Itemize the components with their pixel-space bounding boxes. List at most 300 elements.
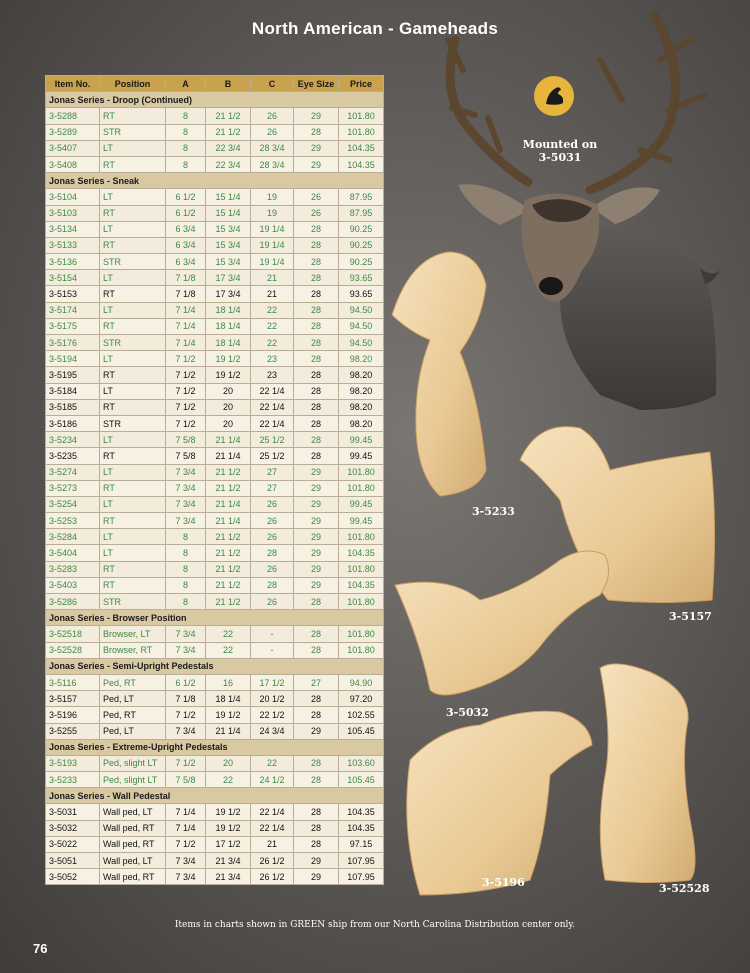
cell-eye-size: 28 bbox=[294, 399, 339, 415]
caption-3-5157: 3-5157 bbox=[669, 610, 712, 623]
cell-price: 98.20 bbox=[339, 351, 384, 367]
cell-position: RT bbox=[100, 367, 166, 383]
mounted-on-label: Mounted on bbox=[522, 138, 598, 151]
cell-price: 104.35 bbox=[339, 820, 384, 836]
cell-position: STR bbox=[100, 124, 166, 140]
cell-eye-size: 29 bbox=[294, 464, 339, 480]
cell-c: 26 1/2 bbox=[251, 853, 294, 869]
cell-position: RT bbox=[100, 513, 166, 529]
cell-item-no: 3-5253 bbox=[46, 513, 100, 529]
cell-b: 21 1/4 bbox=[206, 496, 251, 512]
cell-a: 8 bbox=[166, 108, 206, 124]
cell-position: Wall ped, RT bbox=[100, 836, 166, 852]
cell-position: LT bbox=[100, 496, 166, 512]
cell-price: 104.35 bbox=[339, 156, 384, 172]
cell-price: 101.80 bbox=[339, 561, 384, 577]
cell-item-no: 3-5255 bbox=[46, 723, 100, 739]
cell-b: 21 1/2 bbox=[206, 464, 251, 480]
cell-position: Browser, LT bbox=[100, 626, 166, 642]
cell-b: 22 3/4 bbox=[206, 156, 251, 172]
cell-a: 8 bbox=[166, 529, 206, 545]
cell-c: 19 bbox=[251, 205, 294, 221]
cell-c: 22 bbox=[251, 302, 294, 318]
cell-b: 20 bbox=[206, 383, 251, 399]
cell-item-no: 3-5175 bbox=[46, 318, 100, 334]
cell-a: 8 bbox=[166, 140, 206, 156]
cell-price: 104.35 bbox=[339, 804, 384, 820]
shipping-footnote: Items in charts shown in GREEN ship from our North Carolina Distribution center only. bbox=[174, 920, 576, 930]
cell-c: 22 1/4 bbox=[251, 804, 294, 820]
cell-eye-size: 28 bbox=[294, 351, 339, 367]
cell-c: 22 1/2 bbox=[251, 707, 294, 723]
cell-position: LT bbox=[100, 545, 166, 561]
cell-eye-size: 28 bbox=[294, 691, 339, 707]
cell-b: 22 bbox=[206, 626, 251, 642]
cell-position: LT bbox=[100, 189, 166, 205]
cell-b: 19 1/2 bbox=[206, 804, 251, 820]
cell-item-no: 3-5157 bbox=[46, 691, 100, 707]
cell-c: 24 3/4 bbox=[251, 723, 294, 739]
cell-item-no: 3-5116 bbox=[46, 674, 100, 690]
cell-item-no: 3-5404 bbox=[46, 545, 100, 561]
cell-item-no: 3-5154 bbox=[46, 270, 100, 286]
cell-position: RT bbox=[100, 399, 166, 415]
cell-item-no: 3-5289 bbox=[46, 124, 100, 140]
cell-item-no: 3-5052 bbox=[46, 869, 100, 885]
cell-eye-size: 28 bbox=[294, 302, 339, 318]
cell-item-no: 3-5022 bbox=[46, 836, 100, 852]
cell-eye-size: 28 bbox=[294, 270, 339, 286]
cell-b: 15 1/4 bbox=[206, 205, 251, 221]
cell-a: 7 1/2 bbox=[166, 367, 206, 383]
cell-eye-size: 28 bbox=[294, 448, 339, 464]
cell-price: 94.90 bbox=[339, 674, 384, 690]
cell-position: LT bbox=[100, 221, 166, 237]
cell-price: 104.35 bbox=[339, 545, 384, 561]
cell-b: 18 1/4 bbox=[206, 335, 251, 351]
cell-position: RT bbox=[100, 577, 166, 593]
cell-a: 7 1/2 bbox=[166, 755, 206, 771]
col-header-position: Position bbox=[100, 76, 166, 92]
cell-price: 103.60 bbox=[339, 755, 384, 771]
cell-eye-size: 28 bbox=[294, 755, 339, 771]
cell-eye-size: 29 bbox=[294, 577, 339, 593]
cell-a: 7 1/2 bbox=[166, 415, 206, 431]
cell-a: 7 1/4 bbox=[166, 804, 206, 820]
section-title: Jonas Series - Droop (Continued) bbox=[46, 92, 384, 108]
cell-item-no: 3-5031 bbox=[46, 804, 100, 820]
cell-c: 22 1/4 bbox=[251, 820, 294, 836]
cell-c: 25 1/2 bbox=[251, 448, 294, 464]
cell-b: 21 1/4 bbox=[206, 448, 251, 464]
cell-eye-size: 28 bbox=[294, 836, 339, 852]
cell-price: 93.65 bbox=[339, 286, 384, 302]
cell-a: 7 5/8 bbox=[166, 772, 206, 788]
cell-a: 7 1/4 bbox=[166, 335, 206, 351]
cell-eye-size: 29 bbox=[294, 496, 339, 512]
cell-price: 101.80 bbox=[339, 480, 384, 496]
cell-c: 26 bbox=[251, 594, 294, 610]
cell-a: 7 1/2 bbox=[166, 836, 206, 852]
cell-eye-size: 29 bbox=[294, 561, 339, 577]
cell-item-no: 3-5254 bbox=[46, 496, 100, 512]
cell-c: 23 bbox=[251, 367, 294, 383]
cell-eye-size: 28 bbox=[294, 383, 339, 399]
section-title: Jonas Series - Semi-Upright Pedestals bbox=[46, 658, 384, 674]
cell-position: RT bbox=[100, 318, 166, 334]
cell-c: 28 bbox=[251, 545, 294, 561]
cell-item-no: 3-5136 bbox=[46, 254, 100, 270]
cell-position: STR bbox=[100, 335, 166, 351]
cell-position: RT bbox=[100, 108, 166, 124]
section-title: Jonas Series - Sneak bbox=[46, 173, 384, 189]
cell-a: 8 bbox=[166, 561, 206, 577]
cell-b: 15 3/4 bbox=[206, 254, 251, 270]
cell-b: 20 bbox=[206, 755, 251, 771]
cell-eye-size: 28 bbox=[294, 626, 339, 642]
cell-item-no: 3-5153 bbox=[46, 286, 100, 302]
cell-price: 104.35 bbox=[339, 577, 384, 593]
cell-c: 19 1/4 bbox=[251, 237, 294, 253]
cell-b: 18 1/4 bbox=[206, 691, 251, 707]
mounted-on-caption bbox=[510, 138, 610, 164]
cell-c: 28 3/4 bbox=[251, 140, 294, 156]
cell-c: 20 1/2 bbox=[251, 691, 294, 707]
form-3-5233-image bbox=[392, 252, 486, 496]
cell-a: 6 3/4 bbox=[166, 237, 206, 253]
caption-3-5196: 3-5196 bbox=[482, 876, 525, 889]
cell-position: LT bbox=[100, 351, 166, 367]
col-header-a: A bbox=[166, 76, 206, 92]
cell-b: 15 1/4 bbox=[206, 189, 251, 205]
cell-item-no: 3-5134 bbox=[46, 221, 100, 237]
cell-a: 7 1/4 bbox=[166, 318, 206, 334]
cell-b: 21 1/4 bbox=[206, 432, 251, 448]
mounted-deer-image bbox=[448, 15, 720, 410]
cell-b: 18 1/4 bbox=[206, 302, 251, 318]
cell-price: 107.95 bbox=[339, 853, 384, 869]
cell-b: 19 1/2 bbox=[206, 707, 251, 723]
cell-item-no: 3-5196 bbox=[46, 707, 100, 723]
cell-c: 19 1/4 bbox=[251, 221, 294, 237]
cell-price: 98.20 bbox=[339, 415, 384, 431]
cell-item-no: 3-5186 bbox=[46, 415, 100, 431]
cell-position: Browser, RT bbox=[100, 642, 166, 658]
cell-b: 20 bbox=[206, 399, 251, 415]
cell-b: 21 3/4 bbox=[206, 853, 251, 869]
section-title: Jonas Series - Extreme-Upright Pedestals bbox=[46, 739, 384, 755]
cell-price: 99.45 bbox=[339, 448, 384, 464]
cell-a: 7 3/4 bbox=[166, 626, 206, 642]
cell-item-no: 3-52528 bbox=[46, 642, 100, 658]
cell-position: STR bbox=[100, 415, 166, 431]
cell-price: 105.45 bbox=[339, 723, 384, 739]
cell-position: Ped, LT bbox=[100, 691, 166, 707]
cell-eye-size: 28 bbox=[294, 820, 339, 836]
cell-c: 26 bbox=[251, 513, 294, 529]
cell-a: 7 1/4 bbox=[166, 302, 206, 318]
cell-position: LT bbox=[100, 140, 166, 156]
cell-c: - bbox=[251, 642, 294, 658]
section-title: Jonas Series - Browser Position bbox=[46, 610, 384, 626]
cell-price: 94.50 bbox=[339, 318, 384, 334]
cell-price: 101.80 bbox=[339, 108, 384, 124]
cell-item-no: 3-5195 bbox=[46, 367, 100, 383]
cell-eye-size: 29 bbox=[294, 480, 339, 496]
cell-position: RT bbox=[100, 448, 166, 464]
cell-position: Wall ped, LT bbox=[100, 853, 166, 869]
cell-item-no: 3-5051 bbox=[46, 853, 100, 869]
cell-position: Ped, slight LT bbox=[100, 755, 166, 771]
cell-b: 21 1/2 bbox=[206, 594, 251, 610]
cell-b: 21 1/2 bbox=[206, 108, 251, 124]
cell-eye-size: 27 bbox=[294, 674, 339, 690]
cell-eye-size: 29 bbox=[294, 529, 339, 545]
cell-a: 7 3/4 bbox=[166, 723, 206, 739]
cell-position: RT bbox=[100, 237, 166, 253]
cell-position: RT bbox=[100, 561, 166, 577]
cell-b: 17 3/4 bbox=[206, 286, 251, 302]
cell-b: 21 1/2 bbox=[206, 545, 251, 561]
cell-item-no: 3-5174 bbox=[46, 302, 100, 318]
cell-a: 7 3/4 bbox=[166, 513, 206, 529]
cell-eye-size: 28 bbox=[294, 432, 339, 448]
cell-eye-size: 26 bbox=[294, 189, 339, 205]
col-header-price: Price bbox=[339, 76, 384, 92]
cell-position: RT bbox=[100, 156, 166, 172]
cell-eye-size: 28 bbox=[294, 804, 339, 820]
cell-price: 104.35 bbox=[339, 140, 384, 156]
cell-b: 21 1/2 bbox=[206, 480, 251, 496]
cell-position: RT bbox=[100, 205, 166, 221]
cell-price: 90.25 bbox=[339, 237, 384, 253]
cell-position: LT bbox=[100, 302, 166, 318]
cell-item-no: 3-5184 bbox=[46, 383, 100, 399]
cell-eye-size: 26 bbox=[294, 205, 339, 221]
cell-a: 7 1/2 bbox=[166, 383, 206, 399]
cell-b: 21 1/2 bbox=[206, 561, 251, 577]
cell-b: 19 1/2 bbox=[206, 351, 251, 367]
cell-price: 99.45 bbox=[339, 496, 384, 512]
cell-position: LT bbox=[100, 529, 166, 545]
cell-a: 7 3/4 bbox=[166, 869, 206, 885]
cell-a: 6 1/2 bbox=[166, 674, 206, 690]
cell-item-no: 3-5407 bbox=[46, 140, 100, 156]
cell-position: RT bbox=[100, 286, 166, 302]
cell-a: 8 bbox=[166, 545, 206, 561]
page-title: North American - Gameheads bbox=[251, 19, 499, 38]
cell-price: 94.50 bbox=[339, 335, 384, 351]
cell-price: 101.80 bbox=[339, 124, 384, 140]
cell-price: 101.80 bbox=[339, 464, 384, 480]
cell-price: 98.20 bbox=[339, 367, 384, 383]
cell-c: 24 1/2 bbox=[251, 772, 294, 788]
cell-item-no: 3-5286 bbox=[46, 594, 100, 610]
cell-eye-size: 28 bbox=[294, 286, 339, 302]
cell-position: LT bbox=[100, 432, 166, 448]
form-3-5032-image bbox=[395, 551, 609, 695]
cell-b: 15 3/4 bbox=[206, 237, 251, 253]
cell-c: - bbox=[251, 626, 294, 642]
cell-a: 8 bbox=[166, 594, 206, 610]
caption-3-5233: 3-5233 bbox=[472, 505, 515, 518]
cell-position: Wall ped, LT bbox=[100, 804, 166, 820]
cell-position: Ped, RT bbox=[100, 707, 166, 723]
cell-b: 21 3/4 bbox=[206, 869, 251, 885]
cell-eye-size: 28 bbox=[294, 254, 339, 270]
cell-a: 6 1/2 bbox=[166, 205, 206, 221]
cell-price: 97.15 bbox=[339, 836, 384, 852]
cell-price: 101.80 bbox=[339, 529, 384, 545]
cell-c: 26 bbox=[251, 529, 294, 545]
cell-b: 21 1/2 bbox=[206, 124, 251, 140]
cell-price: 102.55 bbox=[339, 707, 384, 723]
cell-b: 18 1/4 bbox=[206, 318, 251, 334]
cell-b: 17 3/4 bbox=[206, 270, 251, 286]
cell-b: 22 bbox=[206, 642, 251, 658]
cell-price: 98.20 bbox=[339, 399, 384, 415]
col-header-item-no: Item No. bbox=[46, 76, 100, 92]
cell-c: 21 bbox=[251, 286, 294, 302]
cell-c: 19 1/4 bbox=[251, 254, 294, 270]
cell-eye-size: 29 bbox=[294, 513, 339, 529]
cell-position: Ped, RT bbox=[100, 674, 166, 690]
cell-a: 8 bbox=[166, 577, 206, 593]
cell-item-no: 3-5403 bbox=[46, 577, 100, 593]
cell-b: 15 3/4 bbox=[206, 221, 251, 237]
cell-item-no: 3-5235 bbox=[46, 448, 100, 464]
cell-eye-size: 29 bbox=[294, 545, 339, 561]
cell-a: 8 bbox=[166, 156, 206, 172]
cell-item-no: 3-5274 bbox=[46, 464, 100, 480]
cell-item-no: 3-5283 bbox=[46, 561, 100, 577]
cell-c: 25 1/2 bbox=[251, 432, 294, 448]
cell-price: 93.65 bbox=[339, 270, 384, 286]
col-header-eye-size: Eye Size bbox=[294, 76, 339, 92]
cell-a: 7 3/4 bbox=[166, 496, 206, 512]
cell-a: 7 5/8 bbox=[166, 432, 206, 448]
cell-c: 27 bbox=[251, 464, 294, 480]
cell-c: 22 bbox=[251, 755, 294, 771]
caption-3-5032: 3-5032 bbox=[446, 706, 489, 719]
cell-price: 94.50 bbox=[339, 302, 384, 318]
cell-position: LT bbox=[100, 383, 166, 399]
cell-c: 22 1/4 bbox=[251, 415, 294, 431]
cell-c: 22 1/4 bbox=[251, 399, 294, 415]
cell-eye-size: 29 bbox=[294, 869, 339, 885]
cell-price: 97.20 bbox=[339, 691, 384, 707]
cell-b: 21 1/2 bbox=[206, 529, 251, 545]
cell-eye-size: 28 bbox=[294, 594, 339, 610]
cell-position: STR bbox=[100, 594, 166, 610]
cell-c: 23 bbox=[251, 351, 294, 367]
cell-eye-size: 28 bbox=[294, 707, 339, 723]
cell-position: STR bbox=[100, 254, 166, 270]
cell-item-no: 3-5185 bbox=[46, 399, 100, 415]
cell-c: 22 bbox=[251, 335, 294, 351]
mounted-on-item: 3-5031 bbox=[538, 151, 582, 164]
cell-eye-size: 29 bbox=[294, 723, 339, 739]
cell-eye-size: 28 bbox=[294, 221, 339, 237]
cell-price: 87.95 bbox=[339, 189, 384, 205]
cell-a: 7 3/4 bbox=[166, 642, 206, 658]
cell-a: 7 3/4 bbox=[166, 853, 206, 869]
cell-a: 7 5/8 bbox=[166, 448, 206, 464]
cell-price: 105.45 bbox=[339, 772, 384, 788]
brand-logo-icon bbox=[534, 76, 574, 116]
cell-item-no: 3-5194 bbox=[46, 351, 100, 367]
cell-item-no: 3-5193 bbox=[46, 755, 100, 771]
cell-price: 90.25 bbox=[339, 254, 384, 270]
cell-b: 19 1/2 bbox=[206, 820, 251, 836]
cell-price: 90.25 bbox=[339, 221, 384, 237]
cell-item-no: 3-5273 bbox=[46, 480, 100, 496]
cell-price: 101.80 bbox=[339, 642, 384, 658]
cell-c: 28 bbox=[251, 577, 294, 593]
page-number: 76 bbox=[33, 941, 48, 956]
form-3-5196-image bbox=[407, 711, 592, 895]
cell-item-no: 3-5234 bbox=[46, 432, 100, 448]
cell-c: 26 bbox=[251, 108, 294, 124]
cell-item-no: 3-5288 bbox=[46, 108, 100, 124]
cell-eye-size: 28 bbox=[294, 124, 339, 140]
cell-price: 107.95 bbox=[339, 869, 384, 885]
cell-a: 7 1/4 bbox=[166, 820, 206, 836]
caption-3-52528: 3-52528 bbox=[659, 882, 710, 895]
cell-position: Ped, slight LT bbox=[100, 772, 166, 788]
cell-b: 19 1/2 bbox=[206, 367, 251, 383]
cell-a: 7 1/2 bbox=[166, 351, 206, 367]
col-header-b: B bbox=[206, 76, 251, 92]
cell-b: 20 bbox=[206, 415, 251, 431]
cell-c: 27 bbox=[251, 480, 294, 496]
cell-eye-size: 28 bbox=[294, 415, 339, 431]
cell-eye-size: 28 bbox=[294, 367, 339, 383]
cell-item-no: 3-5284 bbox=[46, 529, 100, 545]
cell-price: 98.20 bbox=[339, 383, 384, 399]
cell-c: 22 bbox=[251, 318, 294, 334]
cell-item-no: 3-5233 bbox=[46, 772, 100, 788]
cell-item-no: 3-5104 bbox=[46, 189, 100, 205]
cell-a: 7 1/2 bbox=[166, 399, 206, 415]
cell-position: LT bbox=[100, 464, 166, 480]
cell-b: 22 bbox=[206, 772, 251, 788]
cell-price: 99.45 bbox=[339, 513, 384, 529]
cell-b: 21 1/4 bbox=[206, 723, 251, 739]
cell-item-no: 3-5032 bbox=[46, 820, 100, 836]
cell-b: 16 bbox=[206, 674, 251, 690]
cell-eye-size: 29 bbox=[294, 156, 339, 172]
cell-eye-size: 28 bbox=[294, 335, 339, 351]
cell-b: 22 3/4 bbox=[206, 140, 251, 156]
cell-c: 26 bbox=[251, 496, 294, 512]
cell-a: 7 3/4 bbox=[166, 464, 206, 480]
cell-c: 17 1/2 bbox=[251, 674, 294, 690]
cell-eye-size: 29 bbox=[294, 108, 339, 124]
cell-b: 21 1/2 bbox=[206, 577, 251, 593]
cell-price: 101.80 bbox=[339, 626, 384, 642]
cell-price: 101.80 bbox=[339, 594, 384, 610]
cell-item-no: 3-5176 bbox=[46, 335, 100, 351]
cell-c: 26 1/2 bbox=[251, 869, 294, 885]
cell-a: 6 3/4 bbox=[166, 254, 206, 270]
cell-eye-size: 29 bbox=[294, 140, 339, 156]
cell-a: 7 1/8 bbox=[166, 270, 206, 286]
cell-a: 7 1/8 bbox=[166, 286, 206, 302]
cell-position: Wall ped, RT bbox=[100, 869, 166, 885]
cell-eye-size: 28 bbox=[294, 642, 339, 658]
cell-position: RT bbox=[100, 480, 166, 496]
